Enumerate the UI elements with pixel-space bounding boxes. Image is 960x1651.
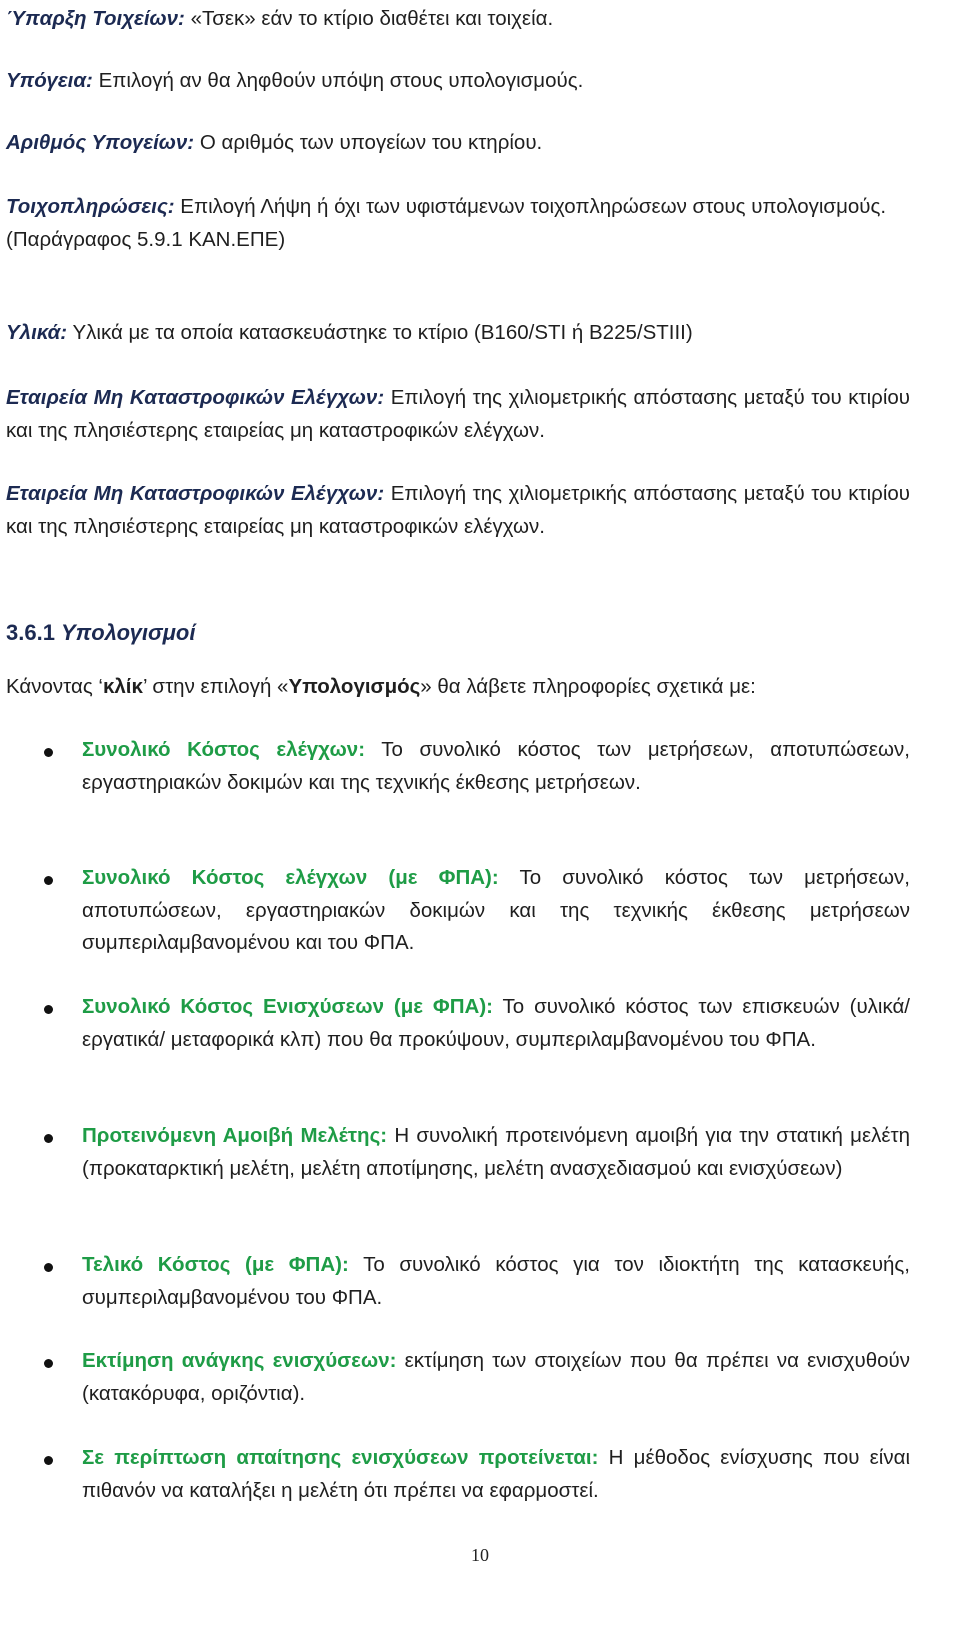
list-item-term: Προτεινόμενη Αμοιβή Μελέτης: bbox=[82, 1124, 388, 1147]
field-ylika bbox=[6, 316, 910, 349]
section-number: 3.6.1 bbox=[6, 620, 55, 645]
field-label: Αριθμός Υπογείων: bbox=[6, 131, 195, 154]
list-item-text bbox=[82, 991, 910, 1056]
intro-click-word: κλίκ bbox=[102, 675, 143, 698]
field-etaireia-ndt-2 bbox=[6, 477, 910, 543]
bullet-icon bbox=[44, 1134, 53, 1143]
field-label: Τοιχοπληρώσεις: bbox=[6, 195, 175, 218]
field-text: Ο αριθμός των υπογείων του κτηρίου. bbox=[199, 131, 543, 154]
list-item-term: Εκτίμηση ανάγκης ενισχύσεων: bbox=[82, 1349, 397, 1372]
field-text: Επιλογή αν θα ληφθούν υπόψη στους υπολογισμούς. bbox=[98, 69, 584, 92]
field-ypogeia bbox=[6, 64, 910, 97]
list-item-term: Συνολικό Κόστος ελέγχων: bbox=[82, 738, 366, 761]
list-item-desc: εκτίμηση των στοιχείων που θα πρέπει να ενισχυθούν (κατακόρυφα, οριζόντια). bbox=[82, 1349, 911, 1405]
field-label: Υπόγεια: bbox=[6, 69, 93, 92]
list-item-term: Συνολικό Κόστος ελέγχων (με ΦΠΑ): bbox=[82, 866, 499, 889]
intro-text: ’ στην επιλογή « bbox=[142, 675, 289, 698]
field-label: Ύπαρξη Τοιχείων: bbox=[6, 7, 185, 30]
list-item-desc: Το συνολικό κόστος των επισκευών (υλικά/ εργατικά/ μεταφορικά κλπ) που θα προκύψουν, συμπεριλαμβανομένου του ΦΠΑ. bbox=[82, 995, 911, 1051]
list-item-text bbox=[82, 862, 910, 960]
list-item-text bbox=[82, 1120, 910, 1185]
field-ypar-xi-toixeion bbox=[6, 2, 910, 35]
section-intro bbox=[6, 670, 910, 703]
bullet-icon bbox=[44, 1359, 53, 1368]
field-text: «Τσεκ» εάν το κτίριο διαθέτει και τοιχεία. bbox=[190, 7, 554, 30]
intro-text: Κάνοντας ‘ bbox=[6, 675, 103, 698]
field-label: Εταιρεία Μη Καταστροφικών Ελέγχων: bbox=[6, 482, 385, 505]
bullet-icon bbox=[44, 1005, 53, 1014]
field-label: Υλικά: bbox=[6, 321, 68, 344]
bullet-icon bbox=[44, 748, 53, 757]
intro-text: » θα λάβετε πληροφορίες σχετικά με: bbox=[420, 675, 756, 698]
field-arithmos-ypogeion bbox=[6, 126, 910, 159]
list-item-desc: Το συνολικό κόστος για τον ιδιοκτήτη της κατασκευής, συμπεριλαμβανομένου του ΦΠΑ. bbox=[82, 1253, 911, 1309]
intro-option-name: Υπολογισμός bbox=[288, 675, 421, 698]
page-number: 10 bbox=[471, 1545, 489, 1565]
list-item-desc: Η συνολική προτεινόμενη αμοιβή για την στατική μελέτη (προκαταρκτική μελέτη, μελέτη αποτίμησης, μελέτη ανασχεδιασμού και ενισχύσεων) bbox=[82, 1124, 910, 1180]
list-item-term: Συνολικό Κόστος Ενισχύσεων (με ΦΠΑ): bbox=[82, 995, 493, 1018]
section-title: Υπολογισμοί bbox=[60, 620, 196, 645]
bullet-icon bbox=[44, 1263, 53, 1272]
list-item-desc: Η μέθοδος ενίσχυσης που είναι πιθανόν να καταλήξει η μελέτη ότι πρέπει να εφαρμοστεί. bbox=[82, 1446, 910, 1502]
list-item-term: Τελικό Κόστος (με ΦΠΑ): bbox=[82, 1253, 349, 1276]
list-item-desc: Το συνολικό κόστος των μετρήσεων, αποτυπώσεων, εργαστηριακών δοκιμών και της τεχνικής έκθεσης μετρήσεων συμπεριλαμβανομένου και του ΦΠΑ. bbox=[82, 866, 910, 954]
section-heading bbox=[6, 620, 195, 646]
bullet-icon bbox=[44, 1456, 53, 1465]
list-item-term: Σε περίπτωση απαίτησης ενισχύσεων προτείνεται: bbox=[82, 1446, 599, 1469]
field-text: Επιλογή Λήψη ή όχι των υφιστάμενων τοιχοπληρώσεων στους υπολογισμούς. bbox=[180, 195, 887, 218]
field-text: Επιλογή της χιλιομετρικής απόστασης μεταξύ του κτιρίου και της πλησιέστερης εταιρείας μη καταστροφικών ελέγχων. bbox=[6, 386, 910, 442]
list-item-text bbox=[82, 1249, 910, 1314]
field-label: Εταιρεία Μη Καταστροφικών Ελέγχων: bbox=[6, 386, 385, 409]
field-etaireia-ndt-1 bbox=[6, 381, 910, 447]
list-item-text bbox=[82, 1442, 910, 1507]
bullet-icon bbox=[44, 876, 53, 885]
list-item-text bbox=[82, 734, 910, 799]
list-item-desc: Το συνολικό κόστος των μετρήσεων, αποτυπώσεων, εργαστηριακών δοκιμών και της τεχνικής έκθεσης μετρήσεων. bbox=[82, 738, 910, 794]
field-note: (Παράγραφος 5.9.1 ΚΑΝ.ΕΠΕ) bbox=[6, 228, 286, 251]
field-toixoplirosis bbox=[6, 190, 910, 256]
list-item-text bbox=[82, 1345, 910, 1410]
field-text: Υλικά με τα οποία κατασκευάστηκε το κτίριο (B160/STI ή B225/STIII) bbox=[72, 321, 693, 344]
field-text: Επιλογή της χιλιομετρικής απόστασης μεταξύ του κτιρίου και της πλησιέστερης εταιρείας μη καταστροφικών ελέγχων. bbox=[6, 482, 910, 538]
